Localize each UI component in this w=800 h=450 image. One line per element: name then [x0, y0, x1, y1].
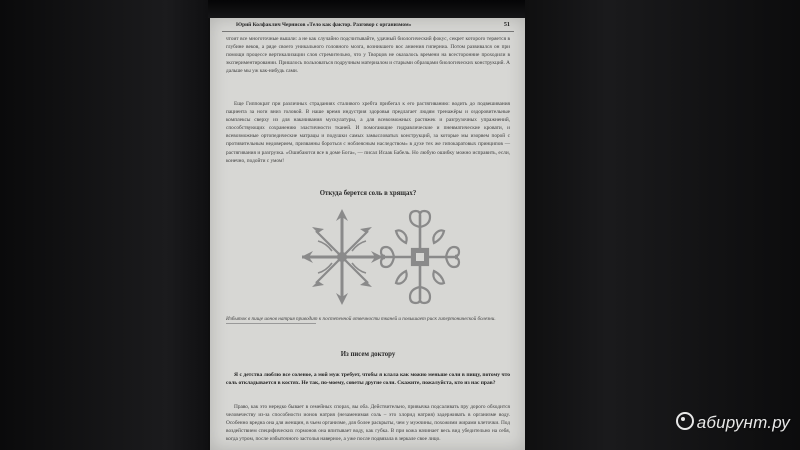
book-page — [222, 18, 514, 450]
watermark-text: абирунт.ру — [696, 413, 790, 432]
running-title: Юрий Колфаклич Чернисов «Тело как фактор. Разговор с организмом» — [236, 22, 412, 28]
site-watermark — [676, 412, 790, 433]
ereader-screen[interactable] — [210, 18, 525, 450]
letters-heading: Из писем доктору — [340, 351, 396, 358]
running-header — [222, 21, 514, 32]
device-left-bezel — [0, 0, 208, 450]
figure-ornaments — [302, 207, 462, 307]
device-right-bezel — [525, 0, 800, 450]
page-number: 51 — [503, 21, 510, 28]
figure-caption: Избыток в пище ионов натрия приводит к постепенной отвечности тканей и повышает риск гипертонической болезни. — [226, 316, 496, 322]
caption-divider — [226, 323, 316, 324]
body-paragraph: чтоит все многоточные вышли: а не как случайно подсчитывайте, удачный биологический фокус, секрет которого теряется в глубине веков, а ряде своего уникального головного мозга, возникшего вос аниения гиперниа. Потом развивался он при помощи процессе вертикализации слоя стремительно, что у Творцов не оказалось времени на всесторонние проходили в экспериментировании. Пришлось пользоваться подручным материалом и старыми образцами биологических конструкций. А дальше мы уж как-нибудь сами. — [226, 36, 510, 75]
abirunt-logo — [676, 412, 694, 430]
spiral-cross-ornament — [381, 211, 459, 303]
reader-letter: Я с детства люблю все соленое, а мой муж требует, чтобы я клала как можно меньше соли в пищу, потому что соль откладывается в костях. Не так, по-моему, советы другие соли. Скажите, пожалуйста, кто из нас прав? — [226, 372, 510, 387]
arrow-cross-ornament — [302, 209, 383, 305]
section-heading: Откуда берется соль в хрящах? — [319, 190, 417, 197]
body-paragraph: Еще Гиппократ при различных страданиях сталивого хребта прибегал к его растягиванию: водить до подвешивания пациента за ноги вниз головой. В наше время индустрия здоровья предлагает людям тренажёры и оздоровительные комплексы сверху из для накачивания мускулатуры, а для всевозможных растяжек и разгрузочных упражнений, способствующих сохранению эластичности тканей. И помогающие гидравлические и пневматические кровати, и всевозможные ортопедические матрацы и подушки самых замысловатых конструкций, за которые мы изорвем порой с противительным недоверием, призванны бороться с ноблеясным наследством» в духе тех же гипокаратовых принципов — растягивания и разгрузка. «Ошибаются все в доме Бога», — писал Исаак Бабель. Но любую ошибку можно исправить, если, конечно, подойти с умом! — [226, 101, 510, 164]
body-paragraph: Право, как это нередко бывает в семейных спорах, вы оба. Действительно, привычка подсаливать пру дорого обходится человечеству из-за способности ионов натрия (незаменимая соль – это хлорид натрия) задерживать в организме воду. Особенно вредна она для женщин, в чьем организме, для более раскрыты, чем у мужчины, похожими жирами клеточки. Под воздействием специфических гормонов она впитывает воду, как губка. В при кожа начинает весь вид убедительно на себя, когда утром, после избыточного застолья наверное, а уже после подвязала в зеркале свое лицо. — [226, 404, 510, 443]
